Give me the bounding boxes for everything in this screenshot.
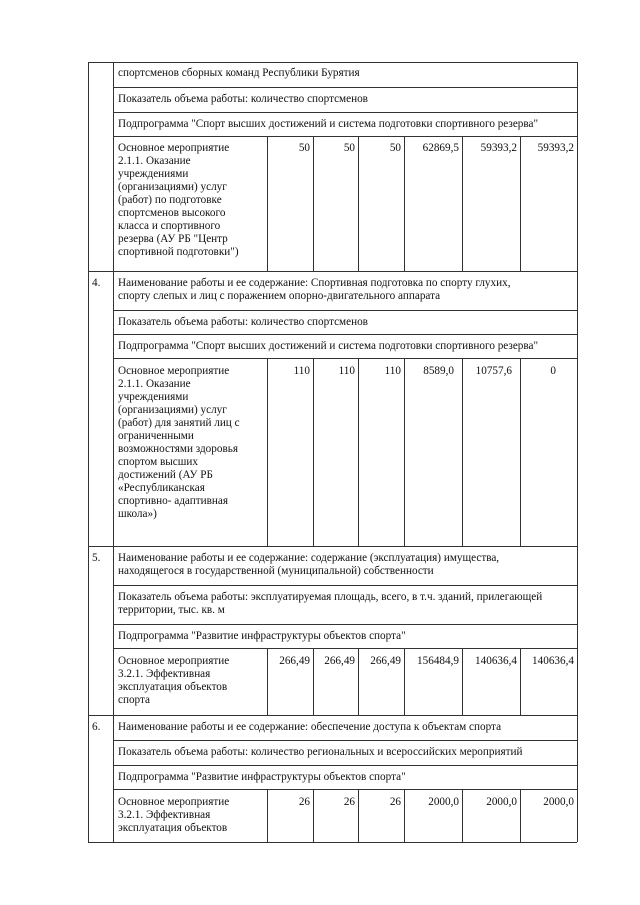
value-cell: 62869,5	[422, 142, 459, 154]
value-cell: 0	[550, 365, 556, 377]
grid-line	[88, 842, 577, 843]
value-cell: 59393,2	[480, 142, 517, 154]
grid-line	[113, 334, 577, 335]
grid-line	[358, 358, 359, 546]
row-number: 4.	[92, 277, 101, 289]
value-cell: 110	[293, 365, 310, 377]
value-cell: 156484,9	[417, 655, 459, 667]
work-description: Наименование работы и ее содержание: содержание (эксплуатация) имущества, находящегося в государственной (муниципальной) собственности	[118, 552, 500, 577]
value-cell: 266,49	[324, 655, 355, 667]
value-cell: 2000,0	[428, 796, 459, 808]
subprogram-title: Подпрограмма "Спорт высших достижений и система подготовки спортивного резерва"	[118, 340, 539, 352]
grid-line	[113, 789, 577, 790]
grid-line	[113, 624, 577, 625]
work-description: Наименование работы и ее содержание: Спортивная подготовка по спорту глухих, спорту слепых и лиц с поражением опорно-двигательного аппарата	[118, 277, 511, 302]
activity-description: Основное мероприятие 3.2.1. Эффективная эксплуатация объектов спорта	[118, 655, 230, 706]
volume-indicator: Показатель объема работы: количество спортсменов	[118, 316, 368, 328]
grid-line	[113, 585, 577, 586]
grid-line	[113, 740, 577, 741]
value-cell: 140636,4	[475, 655, 517, 667]
grid-line	[462, 136, 463, 271]
value-cell: 50	[389, 142, 401, 154]
grid-line	[113, 310, 577, 311]
activity-description: Основное мероприятие 3.2.1. Эффективная эксплуатация объектов	[118, 796, 230, 834]
row-number: 5.	[92, 552, 101, 564]
work-description: спортсменов сборных команд Республики Бурятия	[118, 67, 360, 79]
work-description: Наименование работы и ее содержание: обеспечение доступа к объектам спорта	[118, 721, 502, 733]
grid-line	[113, 648, 577, 649]
value-cell: 266,49	[370, 655, 401, 667]
value-cell: 10757,6	[475, 365, 512, 377]
grid-line	[313, 136, 314, 271]
grid-line	[113, 358, 577, 359]
value-cell: 26	[343, 796, 355, 808]
value-cell: 59393,2	[537, 142, 574, 154]
volume-indicator: Показатель объема работы: количество региональных и всероссийских мероприятий	[118, 746, 523, 758]
value-cell: 110	[338, 365, 355, 377]
grid-line	[88, 715, 577, 716]
subprogram-title: Подпрограмма "Развитие инфраструктуры объектов спорта"	[118, 771, 406, 783]
activity-description: Основное мероприятие 2.1.1. Оказание учреждениями (организациями) услуг (работ) для занятий лиц с ограниченными возможностями здоровья спортом высших достижений (АУ РБ «Республиканская спортивно- адаптивная школа»)	[118, 365, 240, 520]
grid-line	[404, 358, 405, 546]
value-cell: 26	[298, 796, 310, 808]
value-cell: 110	[384, 365, 401, 377]
subprogram-title: Подпрограмма "Развитие инфраструктуры объектов спорта"	[118, 630, 406, 642]
grid-line	[88, 546, 577, 547]
volume-indicator: Показатель объема работы: эксплуатируемая площадь, всего, в т.ч. зданий, прилегающей территории, тыс. кв. м	[118, 591, 543, 616]
grid-line	[113, 112, 577, 113]
value-cell: 50	[343, 142, 355, 154]
grid-line	[113, 136, 577, 137]
grid-line	[113, 765, 577, 766]
value-cell: 26	[389, 796, 401, 808]
grid-line	[88, 271, 577, 272]
value-cell: 2000,0	[486, 796, 517, 808]
grid-line	[520, 358, 521, 546]
grid-line	[267, 136, 268, 271]
activity-description: Основное мероприятие 2.1.1. Оказание учреждениями (организациями) услуг (работ) по подготовке спортсменов высокого класса и спортивного резерва (АУ РБ "Центр спортивной подготовки")	[118, 142, 239, 258]
value-cell: 8589,0	[423, 365, 454, 377]
row-number: 6.	[92, 721, 101, 733]
value-cell: 140636,4	[532, 655, 574, 667]
value-cell: 50	[298, 142, 310, 154]
grid-line	[113, 62, 114, 842]
grid-line	[313, 358, 314, 546]
grid-line	[88, 62, 577, 63]
grid-line	[267, 358, 268, 546]
grid-line	[577, 62, 578, 842]
grid-line	[88, 62, 89, 842]
value-cell: 2000,0	[543, 796, 574, 808]
grid-line	[462, 358, 463, 546]
value-cell: 266,49	[279, 655, 310, 667]
volume-indicator: Показатель объема работы: количество спортсменов	[118, 93, 368, 105]
grid-line	[404, 136, 405, 271]
subprogram-title: Подпрограмма "Спорт высших достижений и система подготовки спортивного резерва"	[118, 118, 539, 130]
grid-line	[113, 87, 577, 88]
grid-line	[520, 136, 521, 271]
grid-line	[358, 136, 359, 271]
